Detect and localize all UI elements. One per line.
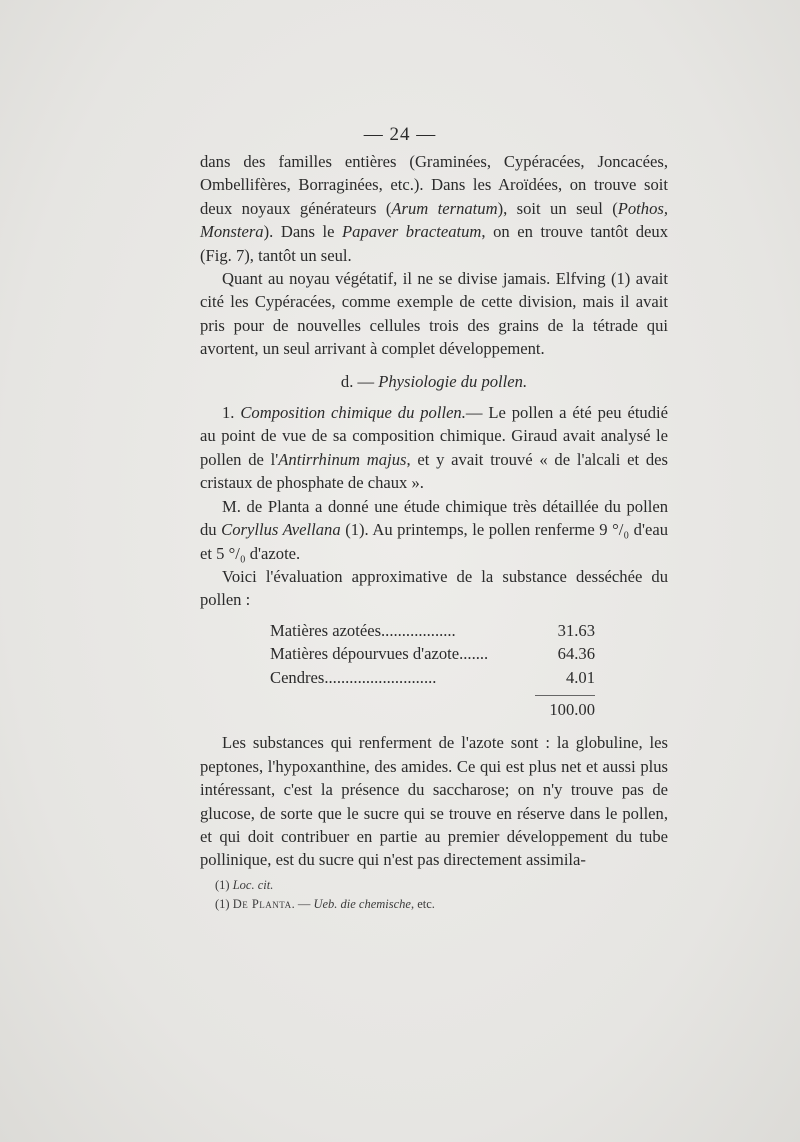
italic-text: Antirrhinum majus [278, 449, 407, 469]
italic-text: Composition chimique du pollen. [240, 403, 466, 423]
text-run: dans des familles entières (Graminées, Cypéracées, Joncacées, Ombellifères, Borraginées, etc.). Dans les Aroïdées, on trouve soit deux noyaux générateurs ( [200, 152, 668, 218]
spacer [200, 721, 668, 731]
section-subtitle-title: Physiologie du pollen. [378, 371, 528, 391]
paragraph-composition-chimique [200, 401, 668, 495]
italic-text: Loc. cit. [232, 878, 274, 892]
italic-text: Arum ternatum [391, 198, 498, 218]
composition-row [270, 642, 595, 665]
composition-table [270, 619, 595, 722]
italic-text: Ueb. die chemische [313, 897, 411, 911]
paragraph-planta [200, 495, 668, 565]
italic-text: Papaver bracteatum [342, 222, 482, 242]
composition-row [270, 666, 595, 689]
paragraph-evaluation: Voici l'évaluation approximative de la substance desséchée du pollen : [200, 566, 668, 610]
footnote-de-planta [215, 895, 665, 914]
composition-value: 31.63 [557, 620, 595, 640]
section-subtitle-prefix: d. — [340, 371, 379, 391]
text-run: ), soit un seul ( [497, 198, 618, 218]
text-run: , et y avait trouvé « de l'alcali et des cristaux de phosphate de chaux ». [200, 449, 668, 493]
footnotes [215, 876, 665, 914]
text-run: — Le pollen a été peu étudié au point de vue de sa composition chimique. Giraud avait analysé le pollen de l' [200, 403, 669, 469]
author-name: De Planta [232, 897, 292, 911]
text-run: M. de Planta a donné une étude chimique très détaillée du pollen du [200, 496, 668, 540]
italic-text: Pothos, Monstera [200, 198, 668, 242]
text-run: (1) [215, 878, 233, 892]
composition-value: 4.01 [565, 667, 595, 687]
footnote-loc-cit [215, 876, 665, 895]
page-body [200, 150, 668, 872]
paragraph-noyaux-generateurs [200, 150, 668, 267]
text-run: , etc. [410, 897, 435, 911]
composition-label: Matières dépourvues d'azote....... [270, 644, 489, 664]
composition-label: Cendres........................... [270, 667, 437, 687]
text-run: (1). Au printemps, le pollen renferme 9 °/₀ d'eau et 5 °/₀ d'azote. [200, 520, 668, 563]
text-run: ). Dans le [263, 222, 343, 242]
text-run: . — [291, 897, 314, 911]
text-run: , on en trouve tantôt deux (Fig. 7), tantôt un seul. [200, 222, 668, 265]
text-run: (1) [215, 897, 233, 911]
composition-row [270, 619, 595, 642]
paragraph-substances-azotees: Les substances qui renferment de l'azote sont : la globuline, les peptones, l'hypoxanthine, des amides. Ce qui est plus net et aussi plus intéressant, c'est la présence du saccharose; on n'y trouve pas de glucose, de sorte que le sucre qui se trouve en réserve dans le pollen, et qui doit contribuer en partie au premier développement du tube pollinique, est du sucre qui n'est pas directement assimila- [200, 733, 668, 870]
composition-label: Matières azotées.................. [270, 620, 456, 640]
page-number: — 24 — [363, 124, 437, 145]
composition-total: 100.00 [535, 695, 595, 721]
paragraph-noyau-vegetatif: Quant au noyau végétatif, il ne se divise jamais. Elfving (1) avait cité les Cypéracées, comme exemple de cette division, mais il avait pris pour de nouvelles cellules trois des grains de la tétrade qui avortent, un seul arrivant à complet développement. [200, 269, 668, 359]
section-subtitle [200, 370, 668, 393]
italic-text: Coryllus Avellana [221, 520, 341, 540]
text-run: 1. [222, 403, 241, 423]
composition-value: 64.36 [557, 644, 595, 664]
